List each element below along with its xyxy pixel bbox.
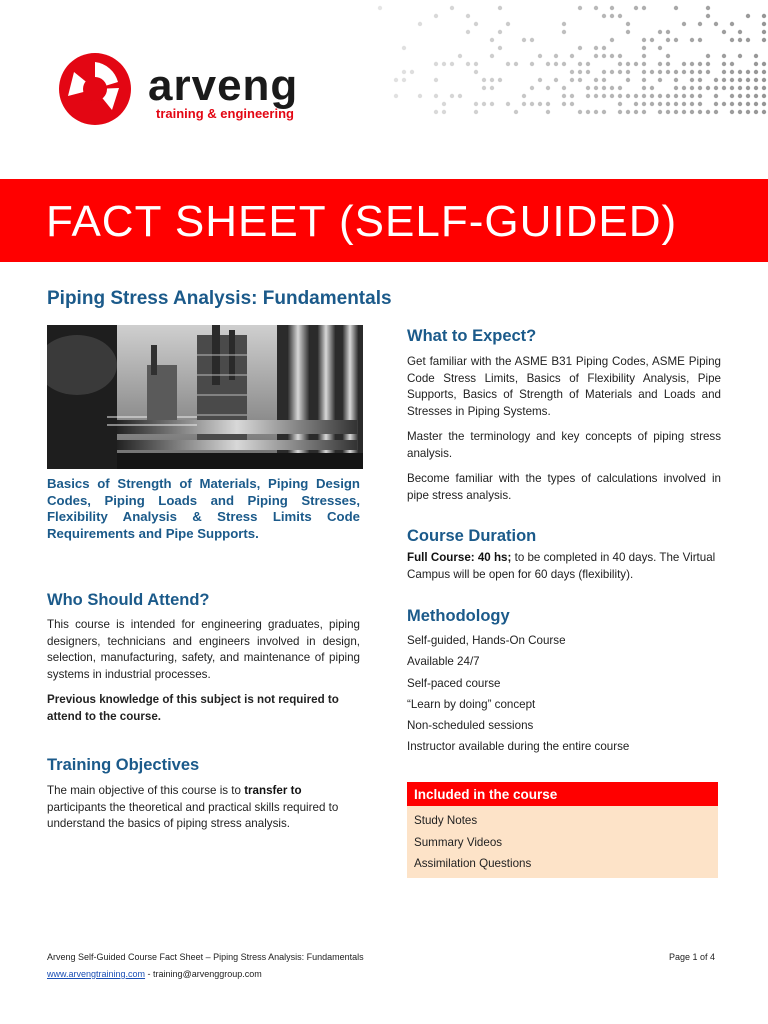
footer-page-number: Page 1 of 4 xyxy=(669,952,716,962)
list-item: Self-paced course xyxy=(407,676,501,690)
industrial-piping-photo xyxy=(47,325,363,469)
brand-name: arveng xyxy=(148,61,299,110)
methodology-heading: Methodology xyxy=(407,607,510,625)
prerequisite-note: Previous knowledge of this subject is not required to attend to the course. xyxy=(47,693,339,723)
list-item: Assimilation Questions xyxy=(414,857,532,870)
course-subjects: Basics of Strength of Materials, Piping Design Codes, Piping Loads and Piping Stresses, Flexibility Analysis & Stress Limits Code Requirements and Pipe Supports. xyxy=(47,476,360,542)
training-objectives-text xyxy=(47,783,360,833)
list-item: “Learn by doing” concept xyxy=(407,697,536,711)
who-should-attend-heading: Who Should Attend? xyxy=(47,591,210,609)
list-item: Study Notes xyxy=(414,814,478,827)
expect-paragraph-3: Become familiar with the types of calculations involved in pipe stress analysis. xyxy=(407,472,721,502)
objectives-text-start: The main objective of this course is to xyxy=(47,784,245,797)
list-item: Instructor available during the entire course xyxy=(407,740,630,754)
banner-title: FACT SHEET (SELF-GUIDED) xyxy=(46,197,678,246)
course-duration-heading: Course Duration xyxy=(407,527,537,545)
objectives-text-bold: transfer to xyxy=(244,784,302,797)
list-item: Non-scheduled sessions xyxy=(407,719,534,733)
training-objectives-heading: Training Objectives xyxy=(47,756,200,774)
included-list xyxy=(414,810,531,875)
expect-paragraph-2: Master the terminology and key concepts of piping stress analysis. xyxy=(407,430,721,460)
footer-document-title: Arveng Self-Guided Course Fact Sheet – Piping Stress Analysis: Fundamentals xyxy=(47,952,364,962)
expect-paragraph-1: Get familiar with the ASME B31 Piping Codes, ASME Piping Code Stress Limits, Basics of Flexibility Analysis, Pipe Supports, Basics of Strength of Materials and Loads and Stresses in Piping Systems. xyxy=(407,355,721,418)
included-heading: Included in the course xyxy=(414,787,558,802)
footer-contact xyxy=(47,968,262,980)
methodology-list xyxy=(407,630,721,758)
course-title: Piping Stress Analysis: Fundamentals xyxy=(47,288,392,309)
who-should-attend-text: This course is intended for engineering graduates, piping designers, technicians and engineers involved in design, selection, manufacturing, safety, and maintenance of piping systems in industrial processes. xyxy=(47,618,360,681)
duration-bold: Full Course: 40 hs; xyxy=(407,551,512,564)
website-link[interactable]: www.arvengtraining.com xyxy=(47,969,146,979)
decorative-dot-pattern xyxy=(376,0,768,130)
arveng-logo-icon xyxy=(58,52,132,126)
list-item: Available 24/7 xyxy=(407,655,480,669)
course-duration-text xyxy=(407,550,721,583)
brand-tagline: training & engineering xyxy=(156,106,294,121)
footer-email: - training@arvenggroup.com xyxy=(145,969,262,979)
list-item: Self-guided, Hands-On Course xyxy=(407,634,566,647)
what-to-expect-heading: What to Expect? xyxy=(407,327,537,345)
duration-detail: to be completed in 40 days. The Virtual Campus will be open for 60 days (flexibility). xyxy=(407,551,716,581)
objectives-text-end: participants the theoretical and practical skills required to understand the basics of piping stress analysis. xyxy=(47,800,339,830)
list-item: Summary Videos xyxy=(414,835,503,849)
